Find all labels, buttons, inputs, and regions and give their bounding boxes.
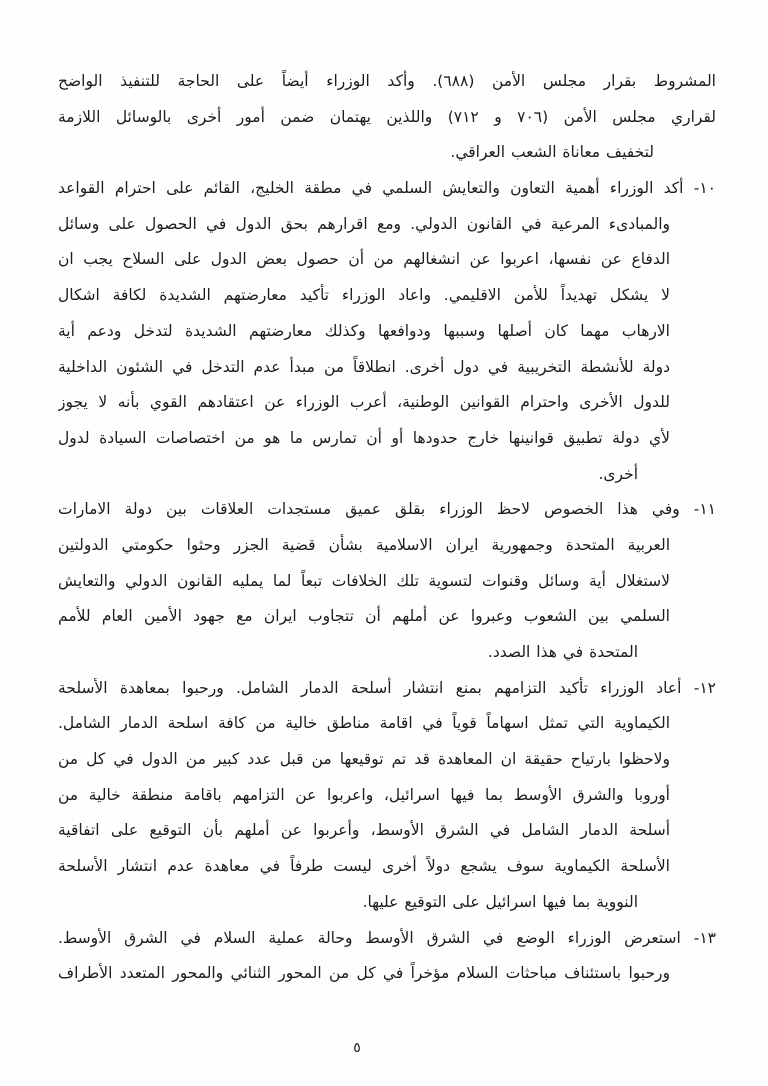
text-line: السلمي بين الشعوب وعبروا عن أملهم أن تتجاوب ايران مع جهود الأمين العام للأمم [58, 607, 670, 626]
text-line: ولاحظوا بارتياح حقيقة ان المعاهدة قد تم توقيعها من قبل عدد كبير من الدول في كل من [58, 750, 670, 769]
paragraph [58, 492, 716, 670]
page-number: ٥ [353, 1040, 361, 1056]
text-line: ورحبوا باستئناف مباحثات السلام مؤخراً في كل من المحور الثنائي والمحور المتعدد الأطراف [58, 964, 670, 983]
paragraph [58, 671, 716, 921]
text-line: أسلحة الدمار الشامل في الشرق الأوسط، وأعربوا عن أملهم بأن التوقيع على اتفاقية [58, 821, 670, 840]
text-line: الارهاب مهما كان أصلها وسببها ودوافعها وكذلك معارضتهم الشديدة لتدخل ودعم أية [58, 321, 670, 340]
text-line: لأي دولة تطبيق قوانينها خارج حدودها أو أن تمارس ما هو من اختصاصات السيادة لدول [58, 428, 670, 447]
text-line: ١٣- استعرض الوزراء الوضع في الشرق الأوسط وحالة عملية السلام في الشرق الأوسط. [58, 928, 716, 947]
text-line: النووية بما فيها اسرائيل على التوقيع عليها. [362, 892, 638, 911]
text-line: للدول الأخرى واحترام القوانين الوطنية، أعرب الوزراء عن اعتقادهم القوي بأنه لا يجوز [58, 393, 670, 412]
document-body [58, 64, 716, 992]
item-number: ١٠- [693, 179, 716, 198]
text-line: العربية المتحدة وجمهورية ايران الاسلامية بشأن قضية الجزر وحثوا حكومتي الدولتين [58, 535, 670, 554]
item-number: ١١- [693, 500, 716, 519]
text-line: لقراري مجلس الأمن (٧٠٦ و ٧١٢) واللذين يهتمان ضمن أمور أخرى بالوسائل اللازمة [58, 107, 716, 126]
paragraph [58, 921, 716, 992]
item-number: ١٢- [693, 678, 716, 697]
paragraph [58, 171, 716, 492]
text-line: والمبادىء المرعية في القانون الدولي. ومع اقرارهم بحق الدول في الحصول على وسائل [58, 214, 670, 233]
text-line: لا يشكل تهديداً للأمن الاقليمي. واعاد الوزراء تأكيد معارضتهم الشديدة لكافة اشكال [58, 286, 670, 305]
text-line: ١٠- أكد الوزراء أهمية التعاون والتعايش السلمي في مطقة الخليج، القائم على احترام القواعد [58, 179, 716, 198]
text-line: ١٢- أعاد الوزراء تأكيد التزامهم بمنع انتشار أسلحة الدمار الشامل. ورحبوا بمعاهدة الأسلحة [58, 678, 716, 697]
text-line: أوروبا والشرق الأوسط بما فيها اسرائيل، واعربوا عن التزامهم باقامة منطقة خالية من [58, 785, 670, 804]
text-line: لاستغلال أية وسائل وقنوات لتسوية تلك الخلافات تبعاً لما يمليه القانون الدولي والتعايش [58, 571, 670, 590]
item-number: ١٣- [693, 928, 716, 947]
paragraph [58, 64, 716, 171]
text-line: أخرى. [598, 464, 638, 483]
text-line: الكيماوية التي تمثل اسهاماً قوياً في اقامة مناطق خالية من كافة اسلحة الدمار الشامل. [58, 714, 670, 733]
text-line: المتحدة في هذا الصدد. [487, 643, 638, 661]
text-line: الأسلحة الكيماوية سوف يشجع دولاً أخرى ليست طرفاً في معاهدة عدم انتشار الأسلحة [58, 857, 670, 876]
text-line: ١١- وفي هذا الخصوص لاحظ الوزراء بقلق عميق مستجدات العلاقات بين دولة الامارات [58, 500, 716, 519]
text-line: الدفاع عن نفسها، اعربوا عن انشغالهم من أن حصول بعض الدول على السلاح يجب ان [58, 250, 670, 269]
text-line: المشروط بقرار مجلس الأمن (٦٨٨). وأكد الوزراء أيضاً على الحاجة للتنفيذ الواضح [58, 72, 716, 90]
text-line: دولة للأنشطة التخريبية في دول أخرى. انطلاقاً من مبدأ عدم التدخل في الشئون الداخلية [58, 357, 670, 376]
text-line: لتخفيف معاناة الشعب العراقي. [450, 143, 654, 162]
